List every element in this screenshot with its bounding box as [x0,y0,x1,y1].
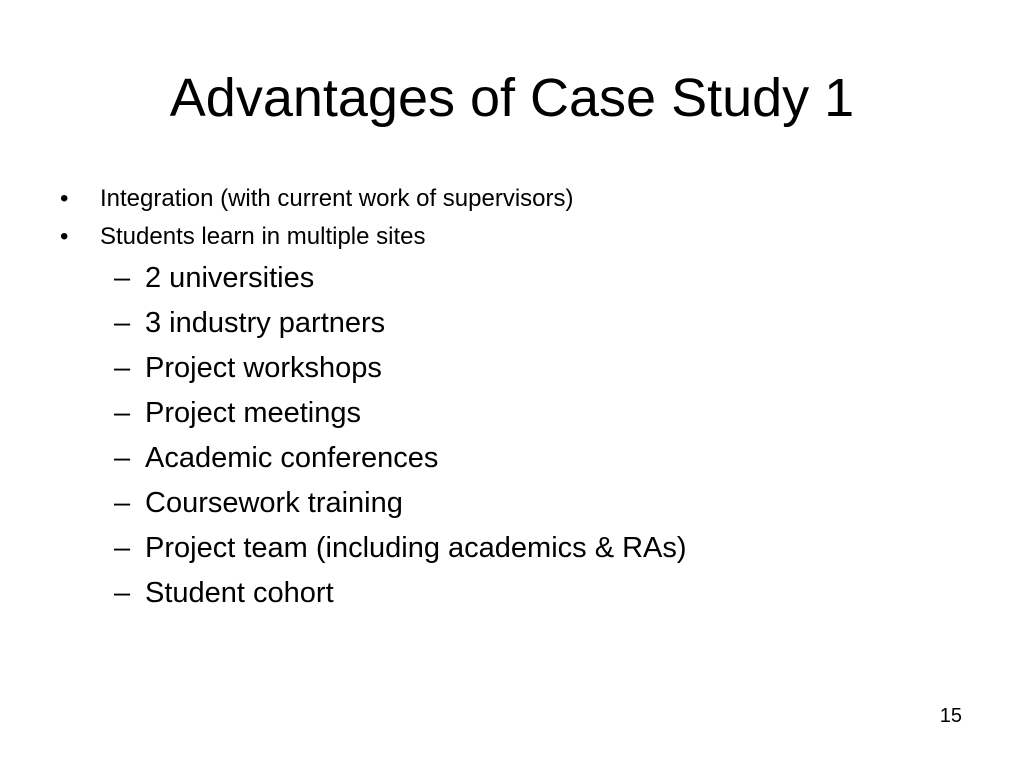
bullet-item [60,180,574,218]
sub-bullet-item [114,481,687,526]
bullet-text: Students learn in multiple sites [100,223,426,250]
sub-bullet-text: 3 industry partners [145,307,386,339]
page-number: 15 [939,705,962,727]
sub-bullet-list [114,256,687,616]
sub-bullet-item [114,436,687,481]
dash-icon: – [114,262,131,294]
dash-icon: – [114,532,131,564]
dash-icon: – [114,307,131,339]
bullet-list [60,180,574,256]
dash-icon: – [114,442,131,474]
sub-bullet-text: Project team (including academics & RAs) [145,532,687,564]
dash-icon: – [114,487,131,519]
sub-bullet-item [114,256,687,301]
sub-bullet-text: Project meetings [145,397,361,429]
sub-bullet-text: Student cohort [145,577,334,609]
bullet-item [60,218,574,256]
sub-bullet-text: Project workshops [145,352,382,384]
dash-icon: – [114,397,131,429]
dash-icon: – [114,577,131,609]
sub-bullet-text: Coursework training [145,487,403,519]
dash-icon: – [114,352,131,384]
sub-bullet-item [114,301,687,346]
bullet-text: Integration (with current work of supervisors) [100,185,574,212]
sub-bullet-item [114,391,687,436]
bullet-icon: • [60,223,69,250]
sub-bullet-item [114,346,687,391]
bullet-icon: • [60,185,69,212]
sub-bullet-text: 2 universities [145,262,315,294]
sub-bullet-item [114,571,687,616]
slide-title: Advantages of Case Study 1 [169,68,855,128]
sub-bullet-text: Academic conferences [145,442,439,474]
sub-bullet-item [114,526,687,571]
